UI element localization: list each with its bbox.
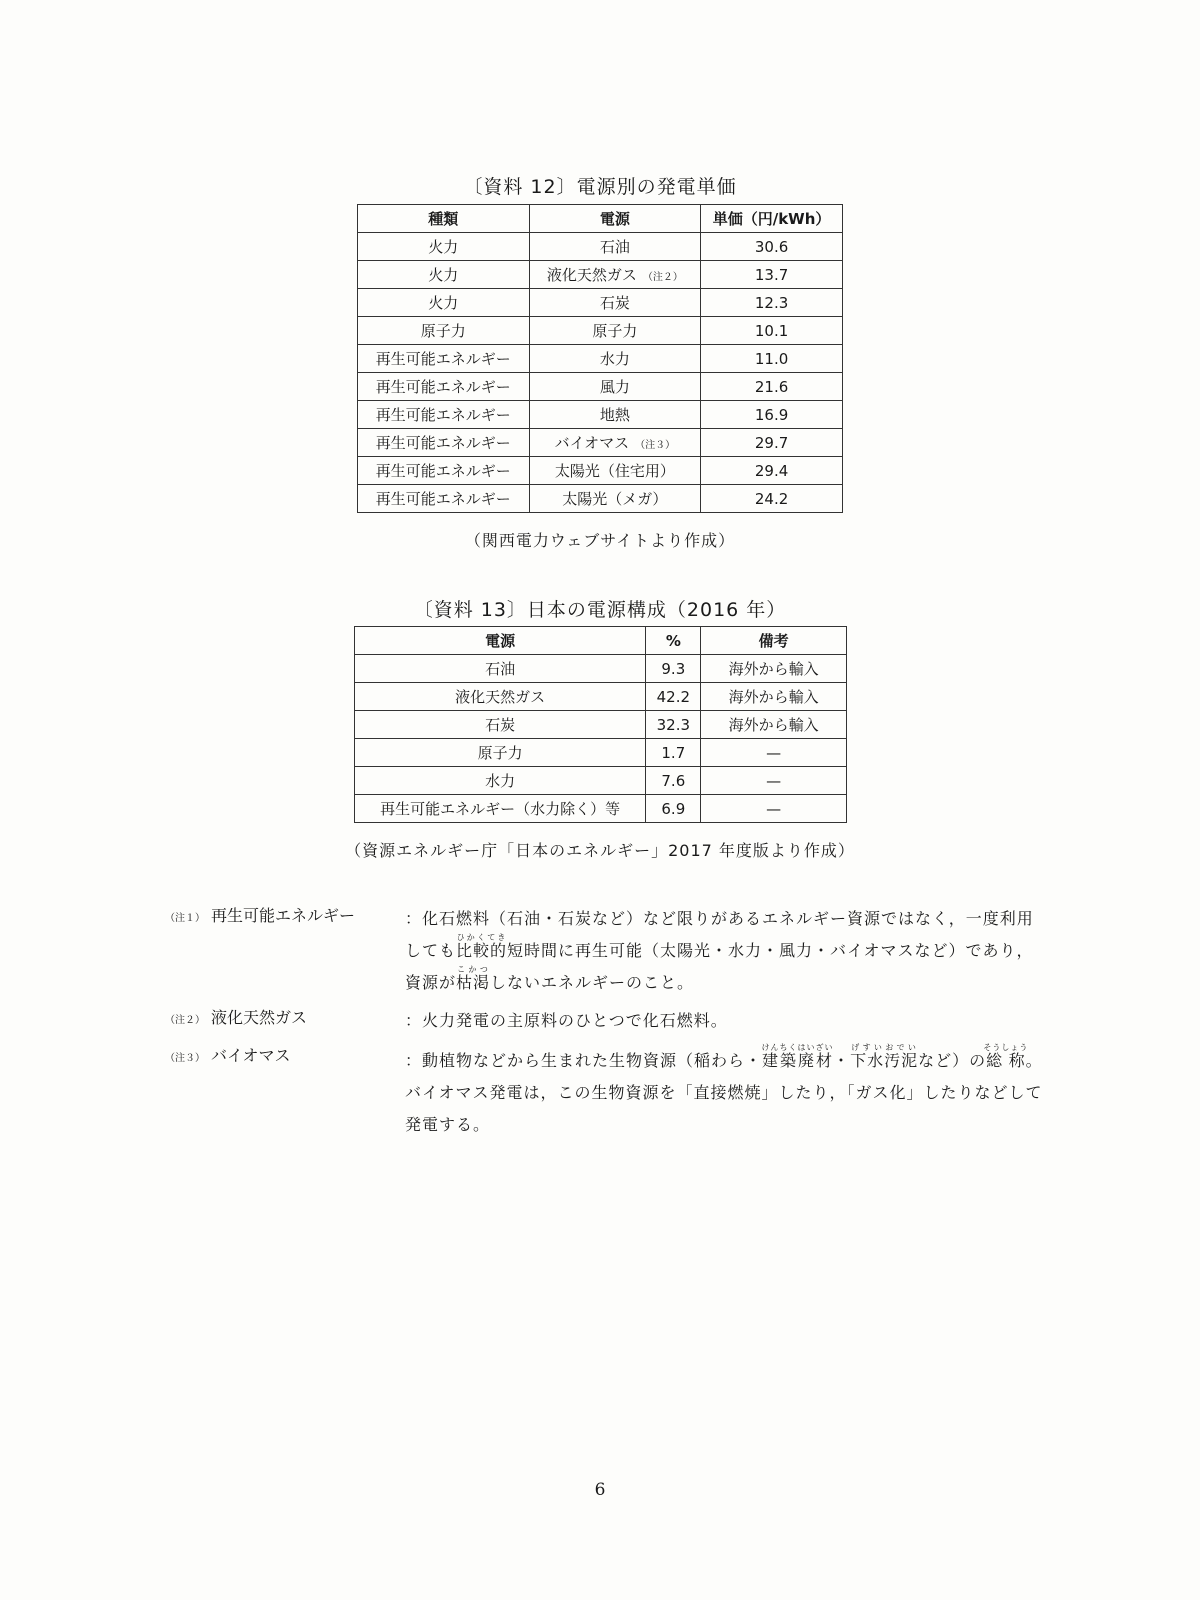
table12-source-cell xyxy=(529,401,701,429)
table12-header-row xyxy=(358,205,843,233)
note-item xyxy=(165,903,1045,999)
table12-source-cell xyxy=(529,317,701,345)
table12-title: 〔資料 12〕電源別の発電単価 xyxy=(463,176,737,198)
table12-price-cell: 21.6 xyxy=(701,373,843,401)
table12-row xyxy=(358,261,843,289)
table13-row xyxy=(355,767,847,795)
table13-row xyxy=(355,795,847,823)
table12-price-cell: 16.9 xyxy=(701,401,843,429)
table12-type-cell: 再生可能エネルギー xyxy=(358,401,530,429)
table13-source-cell: 液化天然ガス xyxy=(355,683,646,711)
table12-type-cell: 原子力 xyxy=(358,317,530,345)
table13 xyxy=(354,626,847,823)
note-colon: ： xyxy=(405,909,423,928)
table12-source-text: 太陽光（メガ） xyxy=(562,490,668,508)
table12-source-cell xyxy=(529,457,701,485)
note-item xyxy=(165,1005,1045,1037)
table12 xyxy=(357,204,843,513)
note-tag: （注２） xyxy=(165,1015,205,1026)
ruby-base: 比較的 xyxy=(456,941,508,960)
ruby-base: 建築廃材 xyxy=(761,1051,834,1070)
ruby-reading: けんちくはいざい xyxy=(761,1043,834,1052)
note-text: しないエネルギーのこと。 xyxy=(490,973,695,992)
table13-remark-cell: 海外から輸入 xyxy=(701,683,847,711)
note-body xyxy=(405,903,1045,999)
note-text: ・ xyxy=(833,1051,851,1070)
table12-row xyxy=(358,485,843,513)
table12-type-cell: 再生可能エネルギー xyxy=(358,485,530,513)
table13-source-cell: 水力 xyxy=(355,767,646,795)
table12-row xyxy=(358,457,843,485)
table12-source-text: 原子力 xyxy=(592,322,638,340)
table13-remark-cell: 海外から輸入 xyxy=(701,655,847,683)
table13-header-source: 電源 xyxy=(355,627,646,655)
table12-type-cell: 火力 xyxy=(358,233,530,261)
note-term: 液化天然ガス xyxy=(211,1008,308,1027)
ruby-base: 総称 xyxy=(983,1051,1029,1070)
note-label xyxy=(165,1005,405,1028)
ruby-reading: ひかくてき xyxy=(456,933,508,942)
table13-source-cell: 原子力 xyxy=(355,739,646,767)
table12-source-cell xyxy=(529,485,701,513)
table12-source-text: 水力 xyxy=(599,350,630,368)
table12-note-mark: （注３） xyxy=(635,440,676,451)
table12-type-cell: 再生可能エネルギー xyxy=(358,457,530,485)
note-text: 化石燃料（石油・石炭など）など限りがあるエネルギー資源ではなく，一度利用しても xyxy=(405,909,1034,960)
table13-remark-cell: — xyxy=(701,767,847,795)
table13-source-cell: 石油 xyxy=(355,655,646,683)
table12-price-cell: 12.3 xyxy=(701,289,843,317)
table12-price-cell: 13.7 xyxy=(701,261,843,289)
table12-header-type: 種類 xyxy=(358,205,530,233)
table13-percent-cell: 42.2 xyxy=(646,683,701,711)
table12-price-cell: 10.1 xyxy=(701,317,843,345)
table13-remark-cell: 海外から輸入 xyxy=(701,711,847,739)
table12-type-cell: 火力 xyxy=(358,289,530,317)
ruby-word xyxy=(850,1043,919,1070)
ruby-reading: こかつ xyxy=(456,965,491,974)
table12-price-cell: 24.2 xyxy=(701,485,843,513)
table12-source-cell xyxy=(529,261,701,289)
table12-price-cell: 11.0 xyxy=(701,345,843,373)
note-text: 動植物などから生まれた生物資源（稲わら・ xyxy=(422,1051,763,1070)
table12-header-price: 単価（円/kWh） xyxy=(701,205,843,233)
table12-row xyxy=(358,317,843,345)
table12-source: （関西電力ウェブサイトより作成） xyxy=(464,531,736,550)
table13-source: （資源エネルギー庁「日本のエネルギー」2017 年度版より作成） xyxy=(345,841,855,860)
table12-row xyxy=(358,373,843,401)
table13-percent-cell: 32.3 xyxy=(646,711,701,739)
table13-row xyxy=(355,683,847,711)
table12-row xyxy=(358,289,843,317)
table12-type-cell: 再生可能エネルギー xyxy=(358,373,530,401)
ruby-base: 下水汚泥 xyxy=(850,1051,919,1070)
table12-source-cell xyxy=(529,233,701,261)
table12-type-cell: 火力 xyxy=(358,261,530,289)
table12-source-text: バイオマス xyxy=(554,434,630,452)
table13-source-cell: 石炭 xyxy=(355,711,646,739)
ruby-reading: そうしょう xyxy=(983,1043,1029,1052)
note-item xyxy=(165,1043,1045,1141)
note-term: バイオマス xyxy=(211,1046,291,1065)
note-text: など）の xyxy=(918,1051,987,1070)
note-colon: ： xyxy=(405,1011,423,1030)
table12-source-text: 石油 xyxy=(599,238,630,256)
table13-row xyxy=(355,655,847,683)
table13-source-cell: 再生可能エネルギー（水力除く）等 xyxy=(355,795,646,823)
note-body xyxy=(405,1043,1045,1141)
table12-type-cell: 再生可能エネルギー xyxy=(358,429,530,457)
ruby-base: 枯渇 xyxy=(456,973,491,992)
table13-header-row xyxy=(355,627,847,655)
table13-title: 〔資料 13〕日本の電源構成（2016 年） xyxy=(413,599,787,621)
note-text: 火力発電の主原料のひとつで化石燃料。 xyxy=(422,1011,728,1030)
table13-remark-cell: — xyxy=(701,739,847,767)
table13-remark-cell: — xyxy=(701,795,847,823)
table12-note-mark: （注２） xyxy=(642,272,683,283)
note-term: 再生可能エネルギー xyxy=(211,906,356,925)
ruby-word xyxy=(983,1043,1029,1070)
note-label xyxy=(165,903,405,926)
table12-price-cell: 29.7 xyxy=(701,429,843,457)
ruby-reading: げすいおでい xyxy=(850,1043,919,1052)
table13-header-remark: 備考 xyxy=(701,627,847,655)
page-number: 6 xyxy=(594,1480,606,1500)
table12-source-text: 液化天然ガス xyxy=(546,266,637,284)
note-text: 。バイオマス発電は，この生物資源を「直接燃焼」したり，「ガス化」したりなどして発電する。 xyxy=(405,1051,1043,1134)
table12-row xyxy=(358,345,843,373)
note-tag: （注１） xyxy=(165,913,205,924)
table12-price-cell: 29.4 xyxy=(701,457,843,485)
table12-source-text: 風力 xyxy=(599,378,630,396)
table12-source-cell xyxy=(529,289,701,317)
table12-row xyxy=(358,401,843,429)
ruby-word xyxy=(761,1043,834,1070)
table13-row xyxy=(355,711,847,739)
table13-row xyxy=(355,739,847,767)
table12-source-cell xyxy=(529,345,701,373)
note-label xyxy=(165,1043,405,1066)
table12-price-cell: 30.6 xyxy=(701,233,843,261)
table13-percent-cell: 9.3 xyxy=(646,655,701,683)
note-text: 短時間に再生可能（太陽光・水力・風力・バイオマスなど）であり，資源が xyxy=(405,941,1034,992)
table12-source-text: 石炭 xyxy=(599,294,630,312)
table12-source-cell xyxy=(529,373,701,401)
table12-header-source: 電源 xyxy=(529,205,701,233)
table12-row xyxy=(358,233,843,261)
table12-source-text: 太陽光（住宅用） xyxy=(554,462,675,480)
table13-percent-cell: 1.7 xyxy=(646,739,701,767)
table13-percent-cell: 6.9 xyxy=(646,795,701,823)
note-colon: ： xyxy=(405,1051,423,1070)
ruby-word xyxy=(456,933,508,960)
note-body xyxy=(405,1005,1045,1037)
table12-row xyxy=(358,429,843,457)
ruby-word xyxy=(456,965,491,992)
table13-header-percent: % xyxy=(646,627,701,655)
table12-source-cell xyxy=(529,429,701,457)
notes-section xyxy=(165,903,1045,1147)
table12-source-text: 地熱 xyxy=(599,406,630,424)
table13-percent-cell: 7.6 xyxy=(646,767,701,795)
note-tag: （注３） xyxy=(165,1053,205,1064)
table12-type-cell: 再生可能エネルギー xyxy=(358,345,530,373)
